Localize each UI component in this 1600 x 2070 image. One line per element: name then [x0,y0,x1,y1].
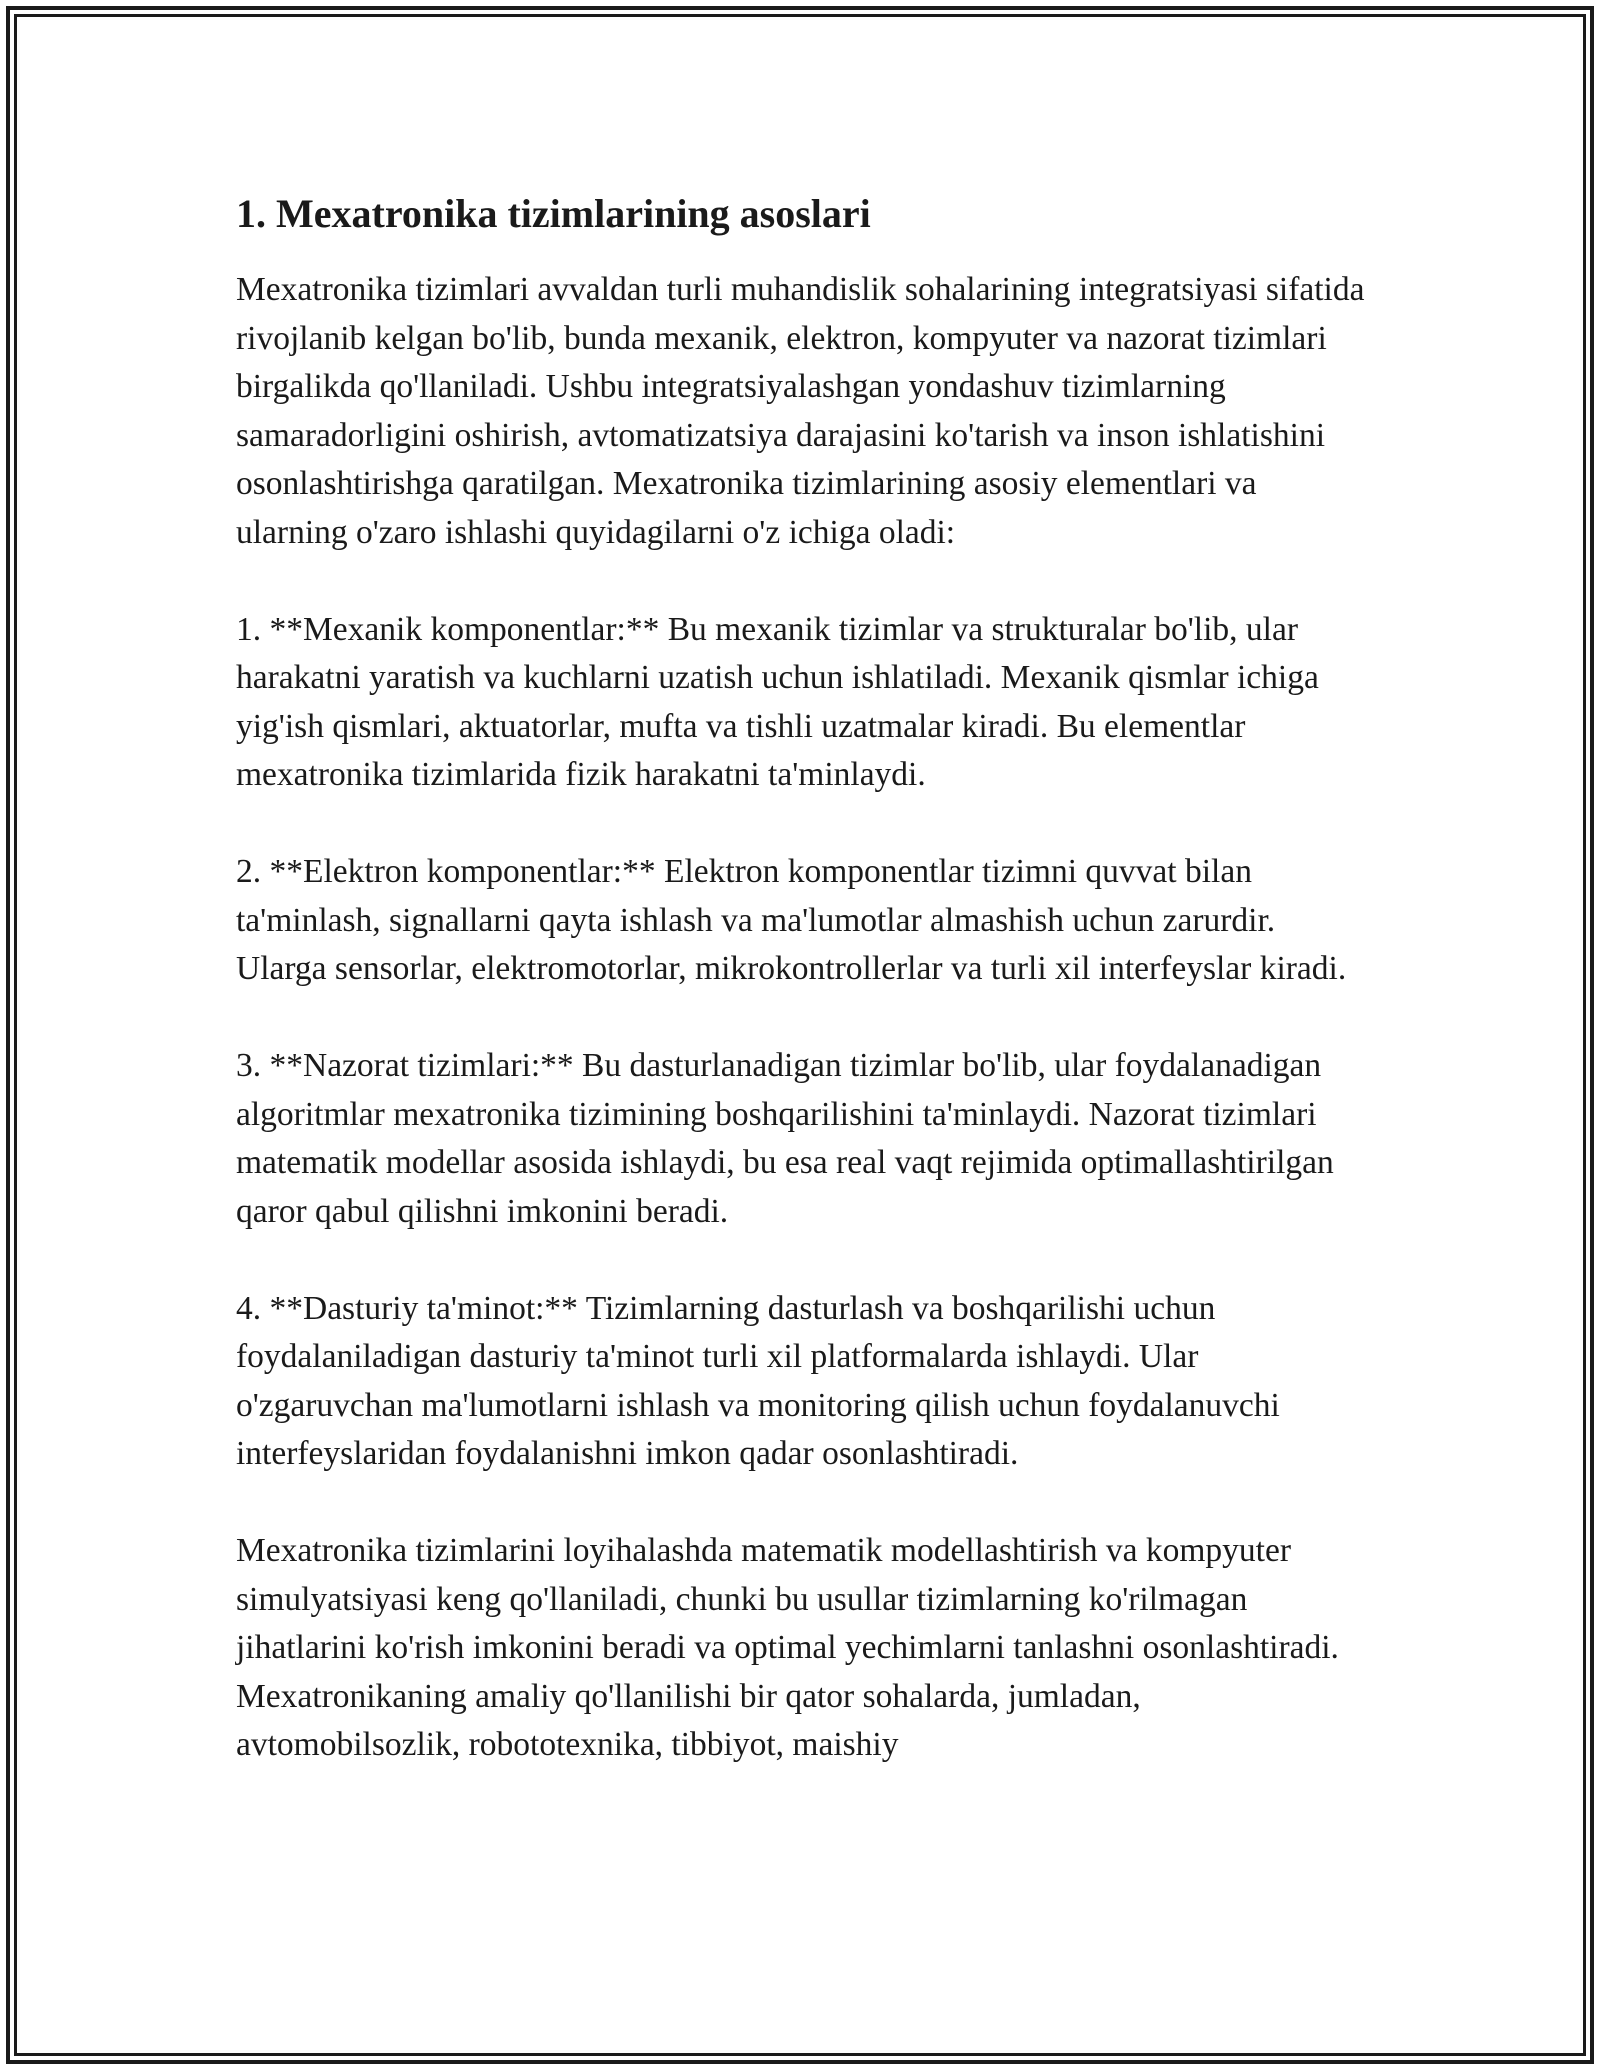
section-heading: 1. Mexatronika tizimlarining asoslari [236,191,871,236]
intro-paragraph: Mexatronika tizimlari avvaldan turli muhandislik sohalarining integratsiyasi sifatida rivojlanib kelgan bo'lib, bunda mexanik, elektron, kompyuter va nazorat tizimlari birgalikda qo'llaniladi. Ushbu integratsiyalashgan yondashuv tizimlarning samaradorligini oshirish, avtomatizatsiya darajasini ko'tarish va inson ishlatishini osonlashtirishga qaratilgan. Mexatronika tizimlarining asosiy elementlari va ularning o'zaro ishlashi quyidagilarni o'z ichiga oladi: [236,271,1365,551]
list-item-control: 3. **Nazorat tizimlari:** Bu dasturlanadigan tizimlar bo'lib, ular foydalanadigan algoritmlar mexatronika tizimining boshqarilishini ta'minlaydi. Nazorat tizimlari matematik modellar asosida ishlaydi, bu esa real vaqt rejimida optimallashtirilgan qaror qabul qilishni imkonini beradi. [236,1047,1334,1230]
closing-paragraph: Mexatronika tizimlarini loyihalashda matematik modellashtirish va kompyuter simulyatsiyasi keng qo'llaniladi, chunki bu usullar tizimlarning ko'rilmagan jihatlarini ko'rish imkonini beradi va optimal yechimlarni tanlashni osonlashtiradi. Mexatronikaning amaliy qo'llanilishi bir qator sohalarda, jumladan, avtomobilsozlik, robototexnika, tibbiyot, maishiy [236,1532,1339,1763]
document-body [236,186,1366,1818]
list-item-electronic: 2. **Elektron komponentlar:** Elektron komponentlar tizimni quvvat bilan ta'minlash, signallarni qayta ishlash va ma'lumotlar almashish uchun zarurdir. Ularga sensorlar, elektromotorlar, mikrokontrollerlar va turli xil interfeyslar kiradi. [236,853,1347,987]
list-item-mechanical: 1. **Mexanik komponentlar:** Bu mexanik tizimlar va strukturalar bo'lib, ular harakatni yaratish va kuchlarni uzatish uchun ishlatiladi. Mexanik qismlar ichiga yig'ish qismlari, aktuatorlar, mufta va tishli uzatmalar kiradi. Bu elementlar mexatronika tizimlarida fizik harakatni ta'minlaydi. [236,610,1319,793]
list-item-software: 4. **Dasturiy ta'minot:** Tizimlarning dasturlash va boshqarilishi uchun foydalaniladigan dasturiy ta'minot turli xil platformalarda ishlaydi. Ular o'zgaruvchan ma'lumotlarni ishlash va monitoring qilish uchun foydalanuvchi interfeyslaridan foydalanishni imkon qadar osonlashtiradi. [236,1289,1280,1472]
